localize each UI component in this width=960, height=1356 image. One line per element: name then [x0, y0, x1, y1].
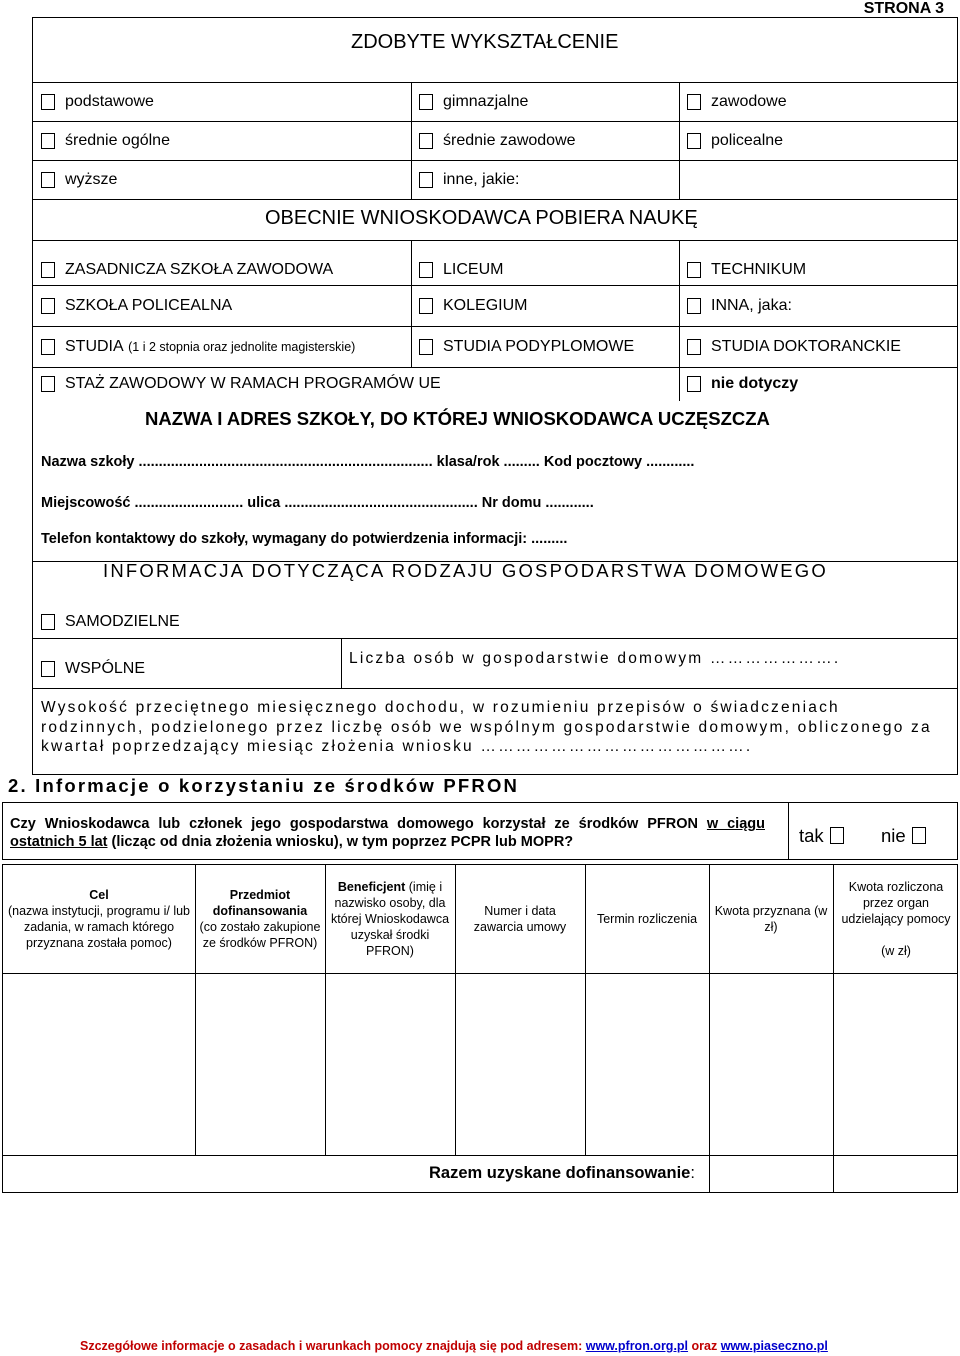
col-cel [3, 865, 195, 973]
checkbox-podstawowe[interactable] [41, 94, 55, 110]
total-label-text: Razem uzyskane dofinansowanie [429, 1164, 691, 1182]
col-przedmiot [195, 865, 325, 973]
checkbox-studia[interactable] [41, 339, 55, 355]
option-label: podstawowe [65, 92, 154, 110]
col-title: Termin rozliczenia [596, 912, 698, 926]
col-title: Przedmiot dofinansowania [212, 888, 308, 918]
checkbox-nie-dotyczy[interactable] [687, 376, 701, 392]
option-label: STUDIA [65, 337, 124, 355]
col-title: Numer i data zawarcia umowy [473, 904, 567, 934]
answer-yes [799, 825, 844, 847]
option-label: KOLEGIUM [443, 296, 528, 314]
total-label [429, 1164, 695, 1183]
option-label: policealne [711, 131, 784, 149]
checkbox-technikum[interactable] [687, 262, 701, 278]
option-label: średnie zawodowe [443, 131, 576, 149]
col-desc: (co zostało zakupione ze środków PFRON) [199, 920, 321, 950]
col-desc: (imię i nazwisko osoby, dla której Wnioskodawca uzyskał środki PFRON) [330, 880, 450, 958]
school-phone-line[interactable]: Telefon kontaktowy do szkoły, wymagany do potwierdzenia informacji: ......... [41, 531, 568, 547]
education-title: ZDOBYTE WYKSZTAŁCENIE [351, 31, 619, 53]
checkbox-wspolne[interactable] [41, 661, 55, 677]
option-label: STAŻ ZAWODOWY W RAMACH PROGRAMÓW UE [65, 375, 441, 392]
checkbox-zasadnicza[interactable] [41, 262, 55, 278]
option-label: ZASADNICZA SZKOŁA ZAWODOWA [65, 260, 334, 278]
household-title: INFORMACJA DOTYCZĄCA RODZAJU GOSPODARSTWA DOMOWEGO [103, 560, 828, 581]
option-label: inne, jakie: [443, 170, 520, 188]
footer-link-pfron[interactable]: www.pfron.org.pl [585, 1339, 689, 1353]
option-label: SZKOŁA POLICEALNA [65, 296, 233, 314]
checkbox-liceum[interactable] [419, 262, 433, 278]
yes-label: tak [799, 825, 824, 846]
col-desc: (nazwa instytucji, programu i/ lub zadania, w ramach którego przyznana została pomoc) [7, 904, 191, 950]
school-address-title: NAZWA I ADRES SZKOŁY, DO KTÓREJ WNIOSKODAWCA UCZĘSZCZA [145, 408, 770, 429]
option-label: LICEUM [443, 260, 504, 278]
col-title: Cel [89, 888, 109, 902]
page-number: STRONA 3 [863, 0, 944, 17]
option-label: WSPÓLNE [65, 660, 146, 677]
col-title: Kwota rozliczona przez organ udzielający pomocy [841, 880, 951, 926]
option-label: STUDIA DOKTORANCKIE [711, 337, 901, 355]
pfron-heading: 2. Informacje o korzystaniu ze środków PFRON [8, 775, 520, 796]
checkbox-gimnazjalne[interactable] [419, 94, 433, 110]
household-income[interactable]: Wysokość przeciętnego miesięcznego dochodu, w rozumieniu przepisów o świadczeniach rodzinnych, podzielonego przez liczbę osób we wspólnym gospodarstwie domowym, obliczonego za kwartał poprzedzający miesiąc złożenia wniosku ………………………………………. [41, 699, 932, 755]
checkbox-srednie-ogolne[interactable] [41, 133, 55, 149]
pfron-question-box [2, 802, 958, 860]
total-row [3, 1155, 957, 1192]
school-name-line[interactable]: Nazwa szkoły ......................................................................... klasa/rok ......... Kod pocztowy ............ [41, 454, 695, 470]
option-label: STUDIA PODYPLOMOWE [443, 337, 635, 355]
checkbox-szkola-policealna[interactable] [41, 298, 55, 314]
col-title: Kwota przyznana (w zł) [714, 904, 828, 934]
pfron-table [2, 864, 958, 1193]
applicant-info-box [32, 17, 958, 775]
footer-link-piaseczno[interactable]: www.piaseczno.pl [720, 1339, 828, 1353]
checkbox-studia-doktoranckie[interactable] [687, 339, 701, 355]
option-label: INNA, jaka: [711, 296, 792, 314]
question-underlined: w ciągu ostatnich 5 lat [10, 816, 765, 850]
col-desc: (w zł) [881, 944, 911, 958]
option-label: TECHNIKUM [711, 260, 807, 278]
no-label: nie [881, 825, 906, 846]
col-numer-umowy [455, 865, 585, 973]
question-text: (licząc od dnia złożenia wniosku), w tym poprzez PCPR lub MOPR? [111, 834, 574, 850]
school-location-line[interactable]: Miejscowość ........................... ulica ................................................ Nr domu ............ [41, 495, 594, 511]
checkbox-nie[interactable] [912, 827, 926, 844]
checkbox-staz[interactable] [41, 376, 55, 392]
col-beneficjent [325, 865, 455, 973]
checkbox-studia-podyplomowe[interactable] [419, 339, 433, 355]
option-label: gimnazjalne [443, 92, 529, 110]
household-persons[interactable]: Liczba osób w gospodarstwie domowym …………………. [349, 650, 841, 667]
table-header [3, 865, 957, 974]
checkbox-samodzielne[interactable] [41, 614, 55, 630]
option-label: zawodowe [711, 92, 787, 110]
footer-text: Szczegółowe informacje o zasadach i warunkach pomocy znajdują się pod adresem: [80, 1339, 583, 1353]
col-title: Beneficjent [337, 880, 406, 894]
option-label: nie dotyczy [711, 375, 799, 392]
footer [80, 1339, 828, 1353]
option-label: średnie ogólne [65, 131, 170, 149]
checkbox-kolegium[interactable] [419, 298, 433, 314]
question-text: Czy Wnioskodawca lub członek jego gospodarstwa domowego korzystał ze środków PFRON [10, 816, 698, 832]
option-label: SAMODZIELNE [65, 613, 180, 630]
schooling-title: OBECNIE WNIOSKODAWCA POBIERA NAUKĘ [265, 207, 698, 229]
col-kwota-rozliczona [833, 865, 959, 973]
checkbox-inna[interactable] [687, 298, 701, 314]
pfron-question [10, 815, 765, 851]
checkbox-policealne[interactable] [687, 133, 701, 149]
checkbox-srednie-zawodowe[interactable] [419, 133, 433, 149]
table-row[interactable] [3, 973, 957, 1156]
checkbox-inne[interactable] [419, 172, 433, 188]
checkbox-wyzsze[interactable] [41, 172, 55, 188]
checkbox-tak[interactable] [830, 827, 844, 844]
answer-no [881, 825, 926, 847]
total-colon: : [690, 1164, 695, 1182]
col-kwota-przyznana [709, 865, 833, 973]
option-label: wyższe [65, 170, 118, 188]
col-termin [585, 865, 709, 973]
checkbox-zawodowe[interactable] [687, 94, 701, 110]
footer-and: oraz [691, 1339, 718, 1353]
option-note: (1 i 2 stopnia oraz jednolite magisterskie) [128, 339, 356, 354]
